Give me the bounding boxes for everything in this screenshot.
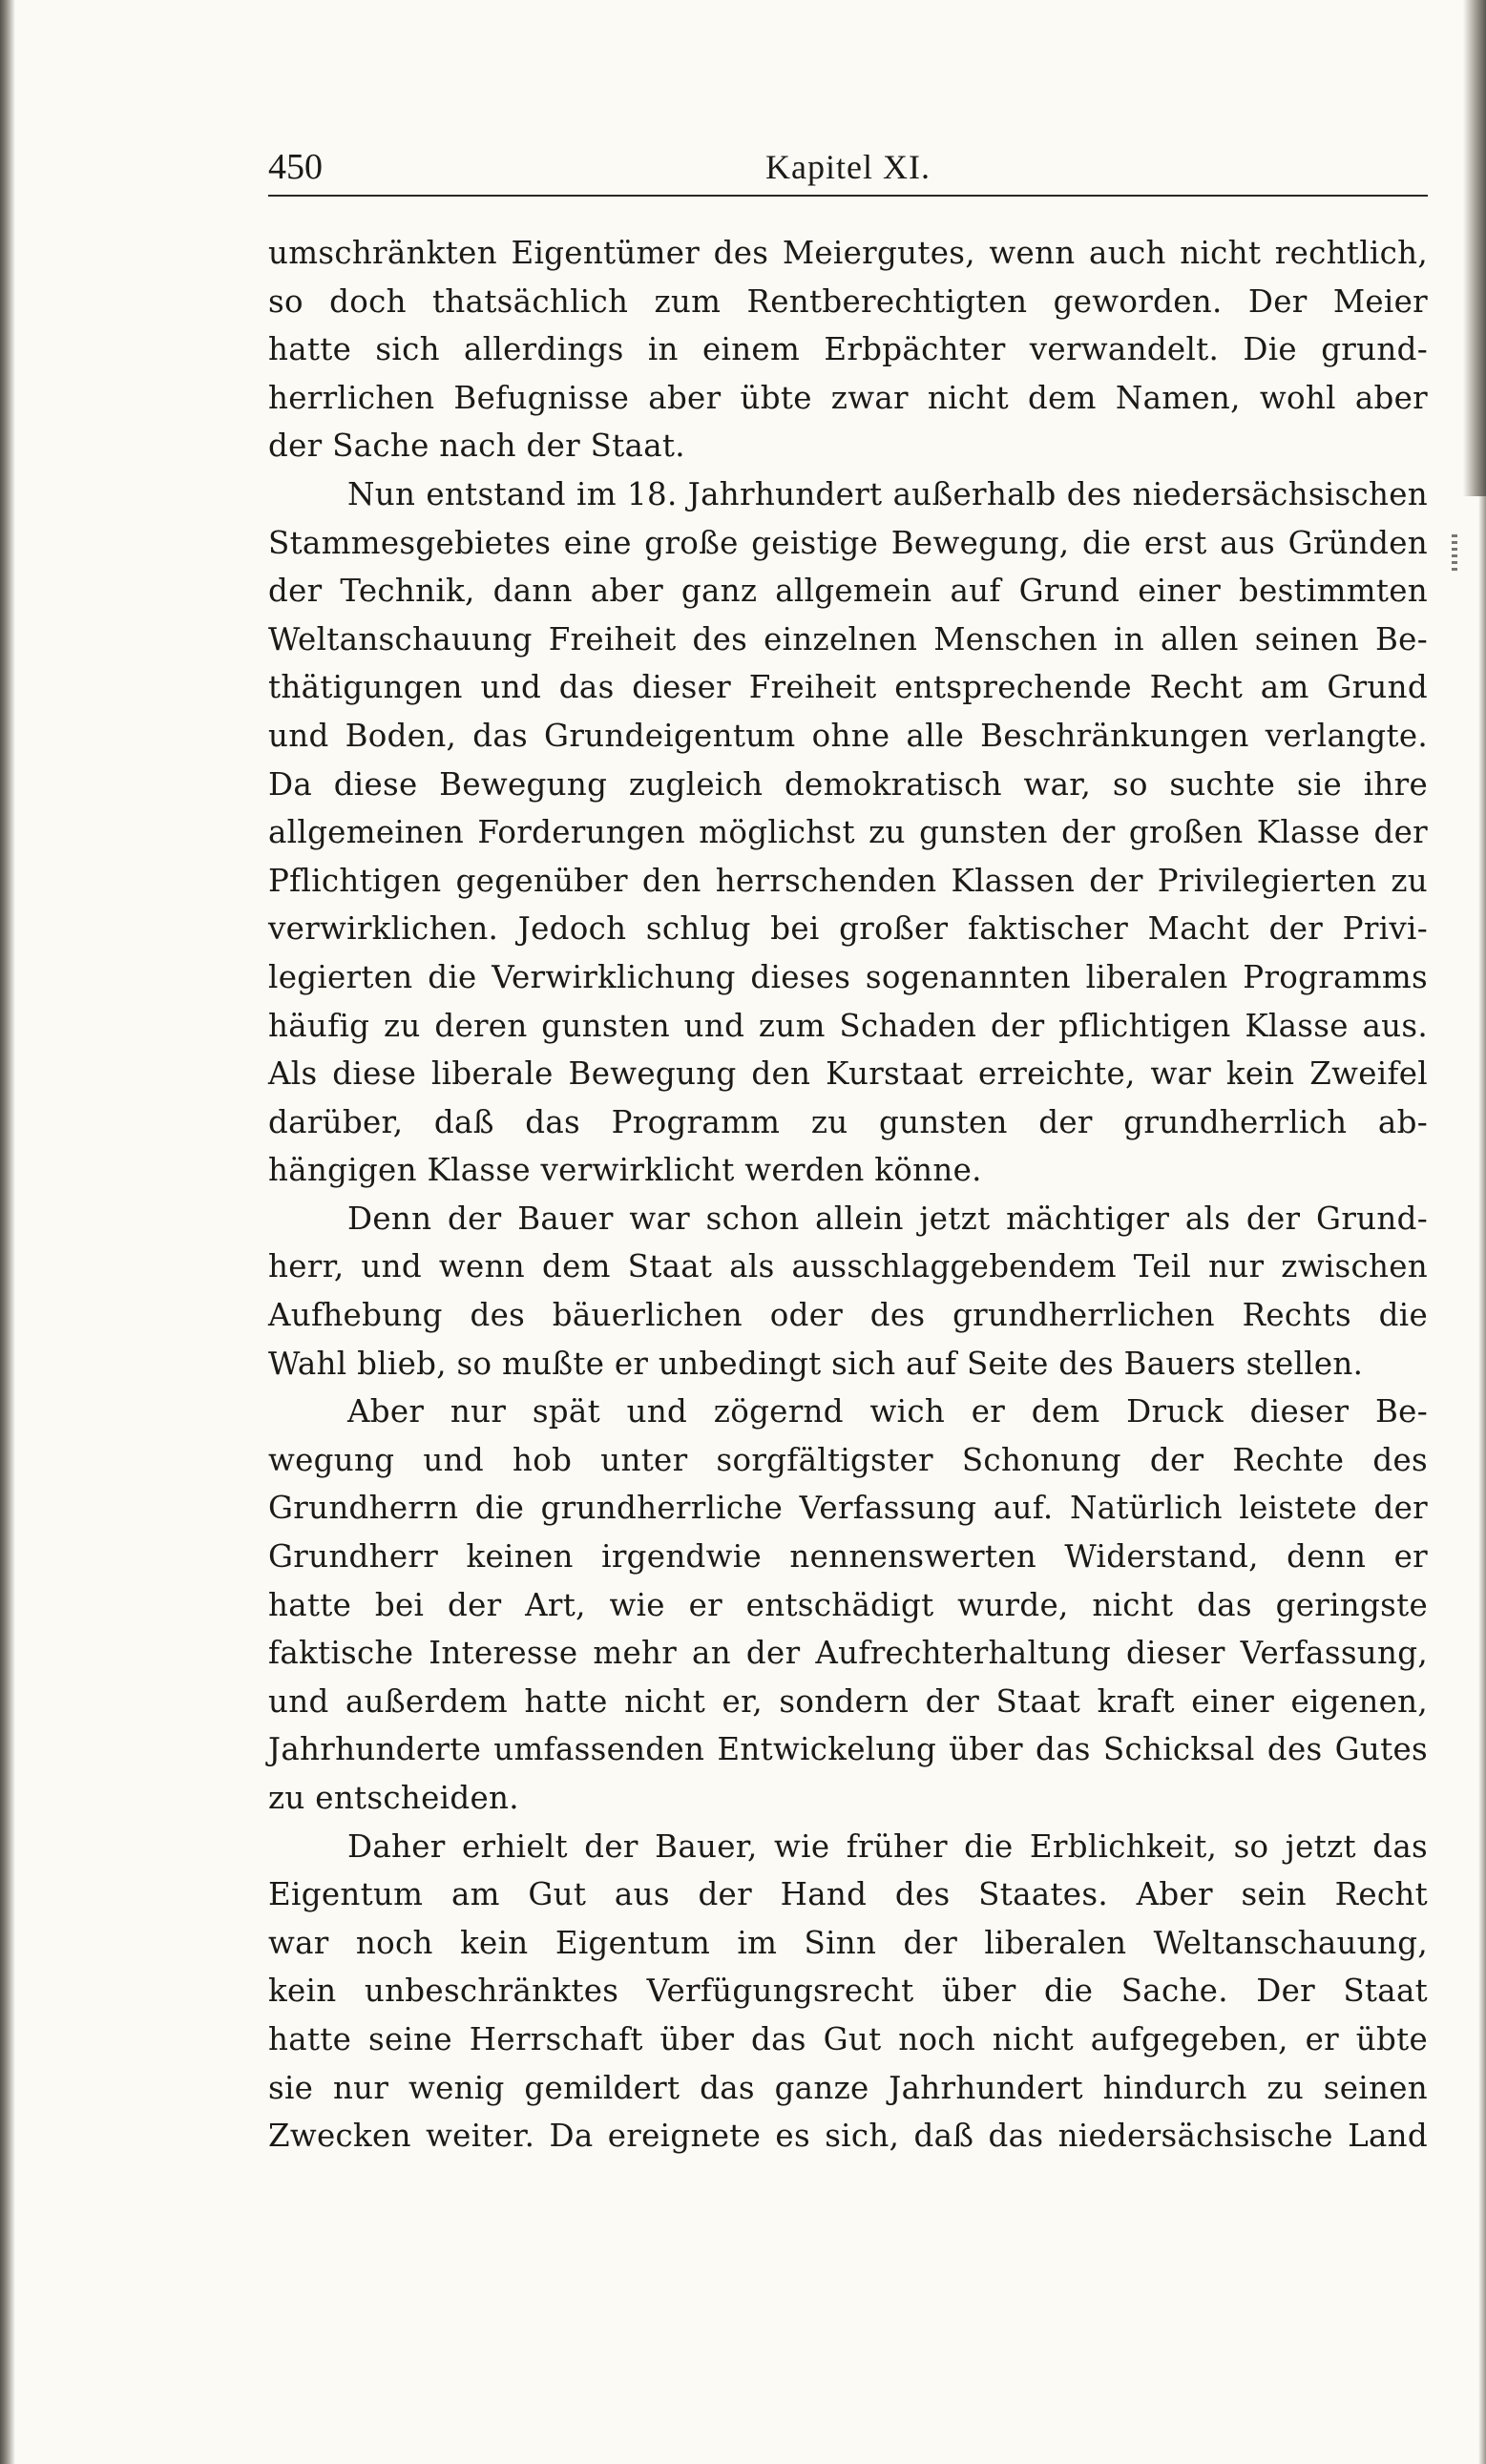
text-line: Als diese liberale Bewegung den Kurstaat erreichte, war kein Zweifel: [268, 1055, 1428, 1093]
text-line: Aber nur spät und zögernd wich er dem Druck dieser Be-: [347, 1393, 1428, 1430]
text-line: herrlichen Befugnisse aber übte zwar nicht dem Namen, wohl aber: [268, 379, 1428, 416]
text-line: Stammesgebietes eine große geistige Bewegung, die erst aus Gründen: [268, 524, 1428, 561]
text-line: hatte sich allerdings in einem Erbpächter verwandelt. Die grund-: [268, 331, 1428, 368]
text-line: Jahrhunderte umfassenden Entwickelung über das Schicksal des Gutes: [268, 1731, 1428, 1768]
scan-edge-left: [0, 0, 15, 2464]
text-line: war noch kein Eigentum im Sinn der liberalen Weltanschauung,: [268, 1924, 1428, 1961]
text-line: und außerdem hatte nicht er, sondern der Staat kraft einer eigenen,: [268, 1682, 1428, 1720]
text-line: Grundherrn die grundherrliche Verfassung auf. Natürlich leistete der: [268, 1490, 1428, 1527]
text-line: und Boden, das Grundeigentum ohne alle Beschränkungen verlangte.: [268, 717, 1428, 754]
text-line: thätigungen und das dieser Freiheit entsprechende Recht am Grund: [268, 669, 1428, 706]
text-line: Da diese Bewegung zugleich demokratisch war, so suchte sie ihre: [268, 765, 1428, 803]
page-number: 450: [268, 147, 323, 187]
paragraph: [268, 1388, 1428, 1822]
text-line: sie nur wenig gemildert das ganze Jahrhundert hindurch zu seinen: [268, 2069, 1428, 2106]
paragraph: [268, 1823, 1428, 2161]
text-line: faktische Interesse mehr an der Aufrechterhaltung dieser Verfassung,: [268, 1635, 1428, 1672]
running-header: [268, 143, 1428, 191]
text-line: Eigentum am Gut aus der Hand des Staates. Aber sein Recht: [268, 1876, 1428, 1913]
text-line: Aufhebung des bäuerlichen oder des grundherrlichen Rechts die: [268, 1297, 1428, 1334]
paragraph: [268, 470, 1428, 1195]
text-line: Weltanschauung Freiheit des einzelnen Menschen in allen seinen Be-: [268, 620, 1428, 658]
text-line: allgemeinen Forderungen möglichst zu gunsten der großen Klasse der: [268, 814, 1428, 851]
text-line: so doch thatsächlich zum Rentberechtigten geworden. Der Meier: [268, 282, 1428, 320]
chapter-title: Kapitel XI.: [765, 148, 931, 186]
text-line: der Technik, dann aber ganz allgemein auf Grund einer bestimmten: [268, 573, 1428, 610]
text-line: Wahl blieb, so mußte er unbedingt sich auf Seite des Bauers stellen.: [268, 1345, 1364, 1382]
text-line: häufig zu deren gunsten und zum Schaden der pflichtigen Klasse aus.: [268, 1007, 1428, 1044]
text-line: herr, und wenn dem Staat als ausschlaggebendem Teil nur zwischen: [268, 1248, 1428, 1285]
text-line: Pflichtigen gegenüber den herrschenden Klassen der Privilegierten zu: [268, 862, 1428, 899]
paragraph: [268, 1195, 1428, 1388]
text-line: Daher erhielt der Bauer, wie früher die Erblichkeit, so jetzt das: [347, 1827, 1428, 1865]
text-line: hatte seine Herrschaft über das Gut noch nicht aufgegeben, er übte: [268, 2020, 1428, 2057]
text-line: Grundherr keinen irgendwie nennenswerten Widerstand, denn er: [268, 1538, 1428, 1576]
text-line: wegung und hob unter sorgfältigster Schonung der Rechte des: [268, 1441, 1428, 1478]
text-line: zu entscheiden.: [268, 1780, 519, 1816]
body-text: [268, 229, 1428, 2161]
text-line: darüber, daß das Programm zu gunsten der grundherrlich ab-: [268, 1103, 1428, 1140]
text-line: umschränkten Eigentümer des Meiergutes, wenn auch nicht rechtlich,: [268, 235, 1428, 271]
text-line: Nun entstand im 18. Jahrhundert außerhalb des niedersächsischen: [347, 475, 1428, 512]
text-line: hatte bei der Art, wie er entschädigt wurde, nicht das geringste: [268, 1586, 1428, 1623]
header-rule: [268, 195, 1428, 197]
text-line: Denn der Bauer war schon allein jetzt mächtiger als der Grund-: [347, 1200, 1428, 1237]
scan-edge-right: [1463, 0, 1486, 496]
text-line: kein unbeschränktes Verfügungsrecht über die Sache. Der Staat: [268, 1973, 1428, 2010]
text-line: der Sache nach der Staat.: [268, 428, 685, 465]
text-line: legierten die Verwirklichung dieses sogenannten liberalen Programms: [268, 958, 1428, 995]
paragraph: [268, 229, 1428, 470]
scan-edge-right-lower: [1478, 496, 1486, 2464]
text-line: verwirklichen. Jedoch schlug bei großer faktischer Macht der Privi-: [268, 910, 1428, 948]
text-line: hängigen Klasse verwirklicht werden könne.: [268, 1152, 982, 1189]
margin-mark: [1452, 534, 1457, 573]
text-line: Zwecken weiter. Da ereignete es sich, daß das niedersächsische Land: [268, 2118, 1428, 2155]
